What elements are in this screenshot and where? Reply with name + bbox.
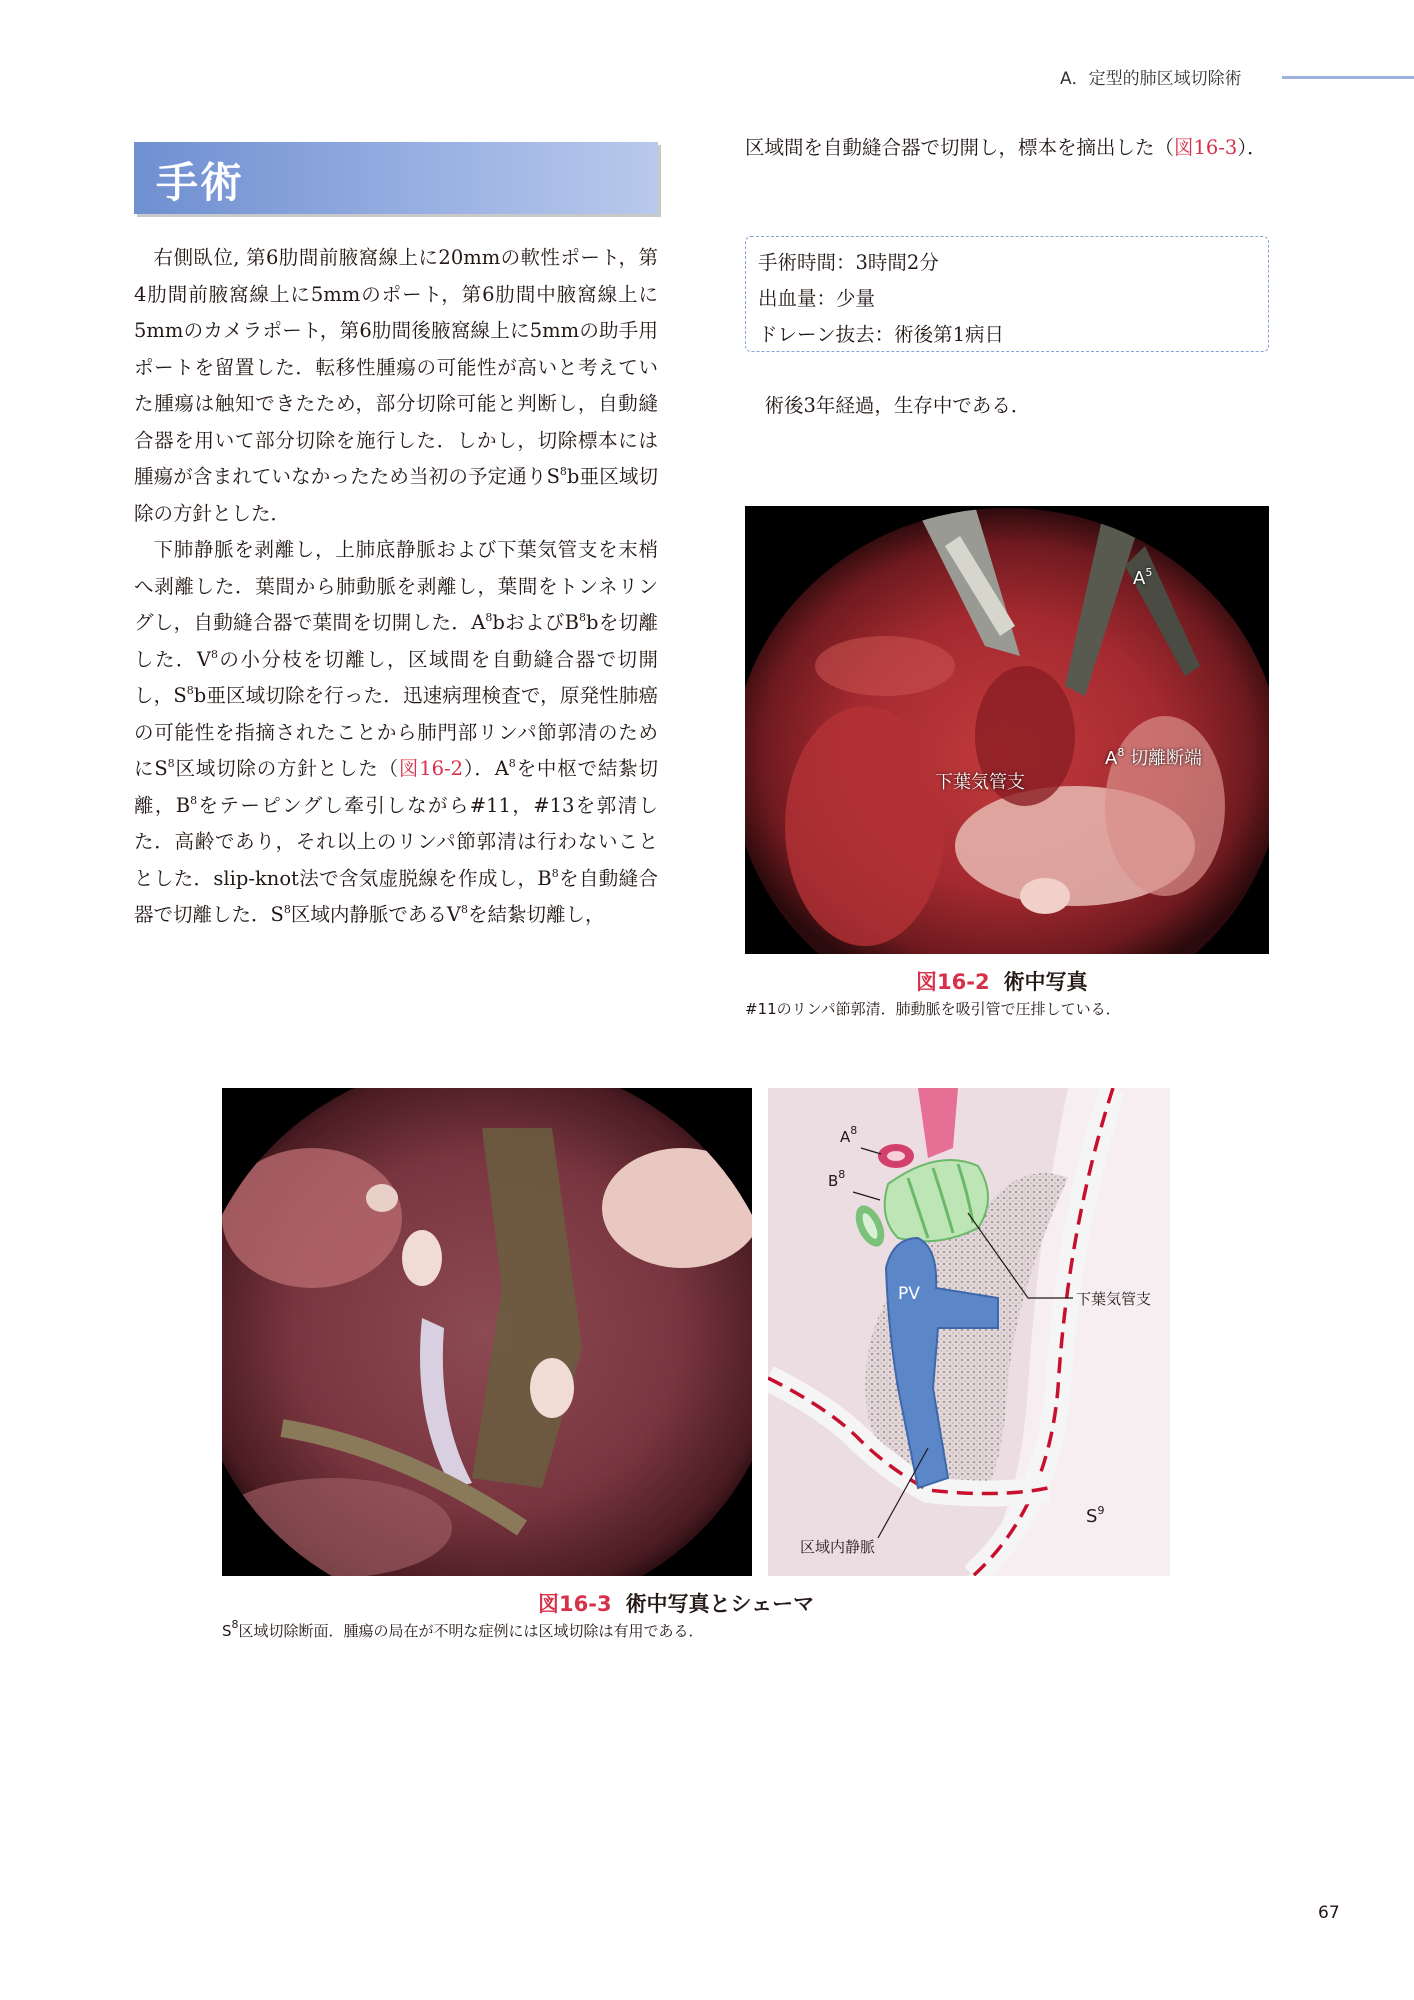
paragraph-1-end: b亜区域切除の方針とした． <box>134 465 658 525</box>
b-label: B <box>537 866 552 890</box>
b-sup: 8 <box>551 866 559 880</box>
s-sup: 8 <box>283 903 291 916</box>
b-label: B <box>564 611 580 634</box>
a-sup: 8 <box>485 611 493 624</box>
anatomy-schema-diagram <box>768 1088 1170 1576</box>
a-sup: 8 <box>508 757 516 770</box>
b-sup: 8 <box>579 611 587 624</box>
p2-text-j: を自動縫合器で切離した． <box>134 866 658 926</box>
continued-paragraph <box>745 130 1273 167</box>
label-lower-lobe-bronchus: 下葉気管支 <box>935 772 1025 793</box>
a-label: A <box>471 611 486 634</box>
figure-16-2-caption: #11のリンパ節郭清．肺動脈を吸引管で圧排している． <box>745 1000 1121 1018</box>
left-column <box>134 240 658 934</box>
figure-16-2-title <box>916 966 1088 996</box>
blood-loss: 出血量：少量 <box>758 287 876 310</box>
schema-label-b8: $B^8$ <box>828 1168 846 1190</box>
p2-text-h: を中枢で結紮切離， <box>134 757 658 817</box>
v-label: V <box>446 903 461 926</box>
right-column-continued <box>745 130 1273 167</box>
schema-label-pv: PV <box>898 1284 920 1304</box>
continued-text-a: 区域間を自動縫合器で切開し，標本を摘出した（ <box>745 136 1175 159</box>
paragraph-1-text: 右側臥位, 第6肋間前腋窩線上に20mmの軟性ポート，第4肋間前腋窩線上に5mmのポート，第6肋間中腋窩線上に5mmのカメラポート，第6肋間後腋窩線上に5mmの助手用ポートを留置した．転移性腫瘍の可能性が高いと考えていた腫瘍は触知できたため，部分切除可能と判断し，自動縫合器を用いて部分切除を施行した．しかし，切除標本には腫瘍が含まれていなかったため当初の予定通り <box>134 246 658 488</box>
v-label: V <box>196 647 211 671</box>
p2-text-f: 区域切除の方針とした（ <box>174 757 399 780</box>
figure-16-3-schema <box>768 1088 1170 1576</box>
p2-text-k: 区域内静脈である <box>290 903 447 926</box>
schema-label-s9: $S^9$ <box>1086 1504 1105 1527</box>
drain-removal: ドレーン抜去：術後第1病日 <box>758 323 1005 346</box>
figure-16-3-photo <box>222 1088 752 1576</box>
figure-number: 図16-2 <box>916 970 990 994</box>
s-sup: 8 <box>559 465 567 478</box>
paragraph-2 <box>134 532 658 934</box>
s-sup: 8 <box>186 684 194 697</box>
figure-reference-16-3[interactable]: 図16-3 <box>1174 136 1238 159</box>
section-title: 手術 <box>156 158 245 207</box>
a-label: A <box>494 757 509 780</box>
paragraph-1 <box>134 240 658 532</box>
operation-time: 手術時間：3時間2分 <box>758 251 939 274</box>
section-heading <box>134 142 658 214</box>
s-label: S <box>173 684 187 707</box>
s-label: S <box>154 757 168 780</box>
p2-text-b: bおよび <box>492 611 565 634</box>
schema-label-lower-lobe-bronchus: 下葉気管支 <box>1076 1290 1152 1308</box>
figure-number: 図16-3 <box>538 1592 612 1616</box>
b-label: B <box>175 793 191 817</box>
continued-text-b: ）． <box>1237 136 1267 159</box>
p2-text-e: b亜区域切除を行った．迅速病理検査で，原発性肺癌の可能性を指摘されたことから肺門部リンパ節郭清のために <box>134 684 658 780</box>
figure-reference-16-2[interactable]: 図16-2 <box>398 757 464 780</box>
running-title: A．定型的肺区域切除術 <box>1060 69 1242 89</box>
intraoperative-photo-image <box>222 1088 752 1576</box>
figure-title: 術中写真とシェーマ <box>625 1592 815 1616</box>
s-label: S <box>546 465 560 488</box>
postoperative-course: 術後3年経過，生存中である． <box>764 394 1031 417</box>
v-sup: 8 <box>460 903 468 916</box>
running-title-rule <box>1282 76 1414 79</box>
s-label: S <box>270 903 284 926</box>
endoscopic-photo-image <box>745 506 1269 954</box>
schema-label-intrasegmental-vein: 区域内静脈 <box>800 1538 876 1556</box>
schema-label-a8: $A^8$ <box>840 1124 858 1146</box>
p2-text-i: をテーピングし牽引しながら#11，#13を郭清した．高齢であり，それ以上のリンパ節郭清は行わないこととした．slip-knot法で含気虚脱線を作成し， <box>134 793 658 890</box>
b-sup: 8 <box>190 793 198 807</box>
p2-text-g: ）． <box>463 757 495 780</box>
figure-16-2-photo <box>745 506 1269 954</box>
label-a8-stump: $A^8$ 切離断端 <box>1105 746 1203 769</box>
p2-text-d: の小分枝を切離し，区域間を自動縫合器で切開し， <box>134 647 658 707</box>
v-sup: 8 <box>210 647 218 661</box>
s-sup: 8 <box>167 757 175 770</box>
p2-text-l: を結紮切離し， <box>467 903 605 926</box>
surgery-summary-box <box>745 236 1269 352</box>
page-number: 67 <box>1318 1903 1340 1923</box>
figure-16-3-caption: $S^8$区域切除断面．腫瘍の局在が不明な症例には区域切除は有用である． <box>222 1618 704 1640</box>
p2-text-a: 下肺静脈を剥離し，上肺底静脈および下葉気管支を末梢へ剥離した．葉間から肺動脈を剥離し，葉間をトンネリングし，自動縫合器で葉間を切開した． <box>134 538 658 634</box>
figure-title: 術中写真 <box>1003 970 1088 994</box>
label-a5: $A^5$ <box>1133 566 1153 589</box>
figure-16-3-title <box>538 1588 814 1618</box>
p2-text-c: bを切離した． <box>134 611 659 671</box>
